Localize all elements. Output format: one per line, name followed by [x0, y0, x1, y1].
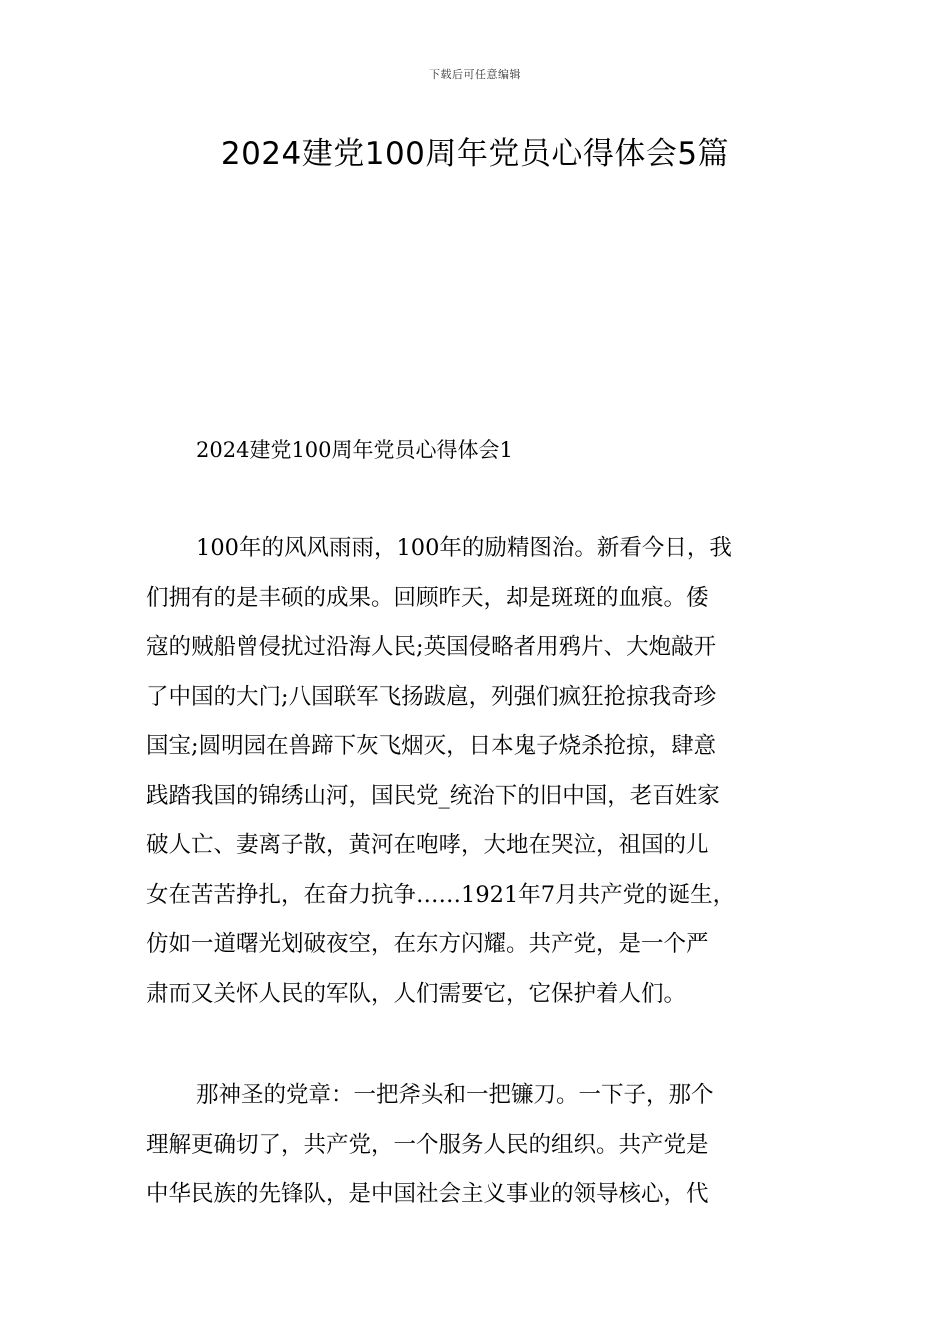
paragraph-line: 仿如一道曙光划破夜空，在东方闪耀。共产党，是一个严: [146, 931, 709, 957]
paragraph-1: [146, 524, 814, 1019]
paragraph-line: 破人亡、妻离子散，黄河在咆哮，大地在哭泣，祖国的儿: [146, 832, 709, 858]
paragraph-line: 中华民族的先锋队，是中国社会主义事业的领导核心，代: [146, 1181, 709, 1207]
document-title: 2024建党100周年党员心得体会5篇: [220, 136, 730, 172]
paragraph-line: 寇的贼船曾侵扰过沿海人民;英国侵略者用鸦片、大炮敲开: [146, 634, 717, 660]
paragraph-line: 肃而又关怀人民的军队，人们需要它，它保护着人们。: [146, 980, 687, 1007]
paragraph-line: 100年的风风雨雨，100年的励精图治。新看今日，我: [196, 535, 732, 561]
paragraph-2: [146, 1071, 814, 1220]
paragraph-line: 理解更确切了，共产党，一个服务人民的组织。共产党是: [146, 1131, 709, 1158]
header-note: 下载后可任意编辑: [429, 68, 521, 81]
paragraph-line: 们拥有的是丰硕的成果。回顾昨天，却是斑斑的血痕。倭: [146, 584, 709, 611]
paragraph-line: 了中国的大门;八国联军飞扬跋扈，列强们疯狂抢掠我奇珍: [146, 683, 717, 710]
paragraph-line: 国宝;圆明园在兽蹄下灰飞烟灭，日本鬼子烧杀抢掠，肆意: [146, 733, 717, 759]
section-heading: 2024建党100周年党员心得体会1: [196, 438, 513, 462]
paragraph-line: 那神圣的党章：一把斧头和一把镰刀。一下子，那个: [196, 1082, 714, 1108]
paragraph-line: 践踏我国的锦绣山河，国民党_统治下的旧中国，老百姓家: [146, 782, 720, 809]
paragraph-line: 女在苦苦挣扎，在奋力抗争……1921年7月共产党的诞生，: [146, 881, 736, 908]
